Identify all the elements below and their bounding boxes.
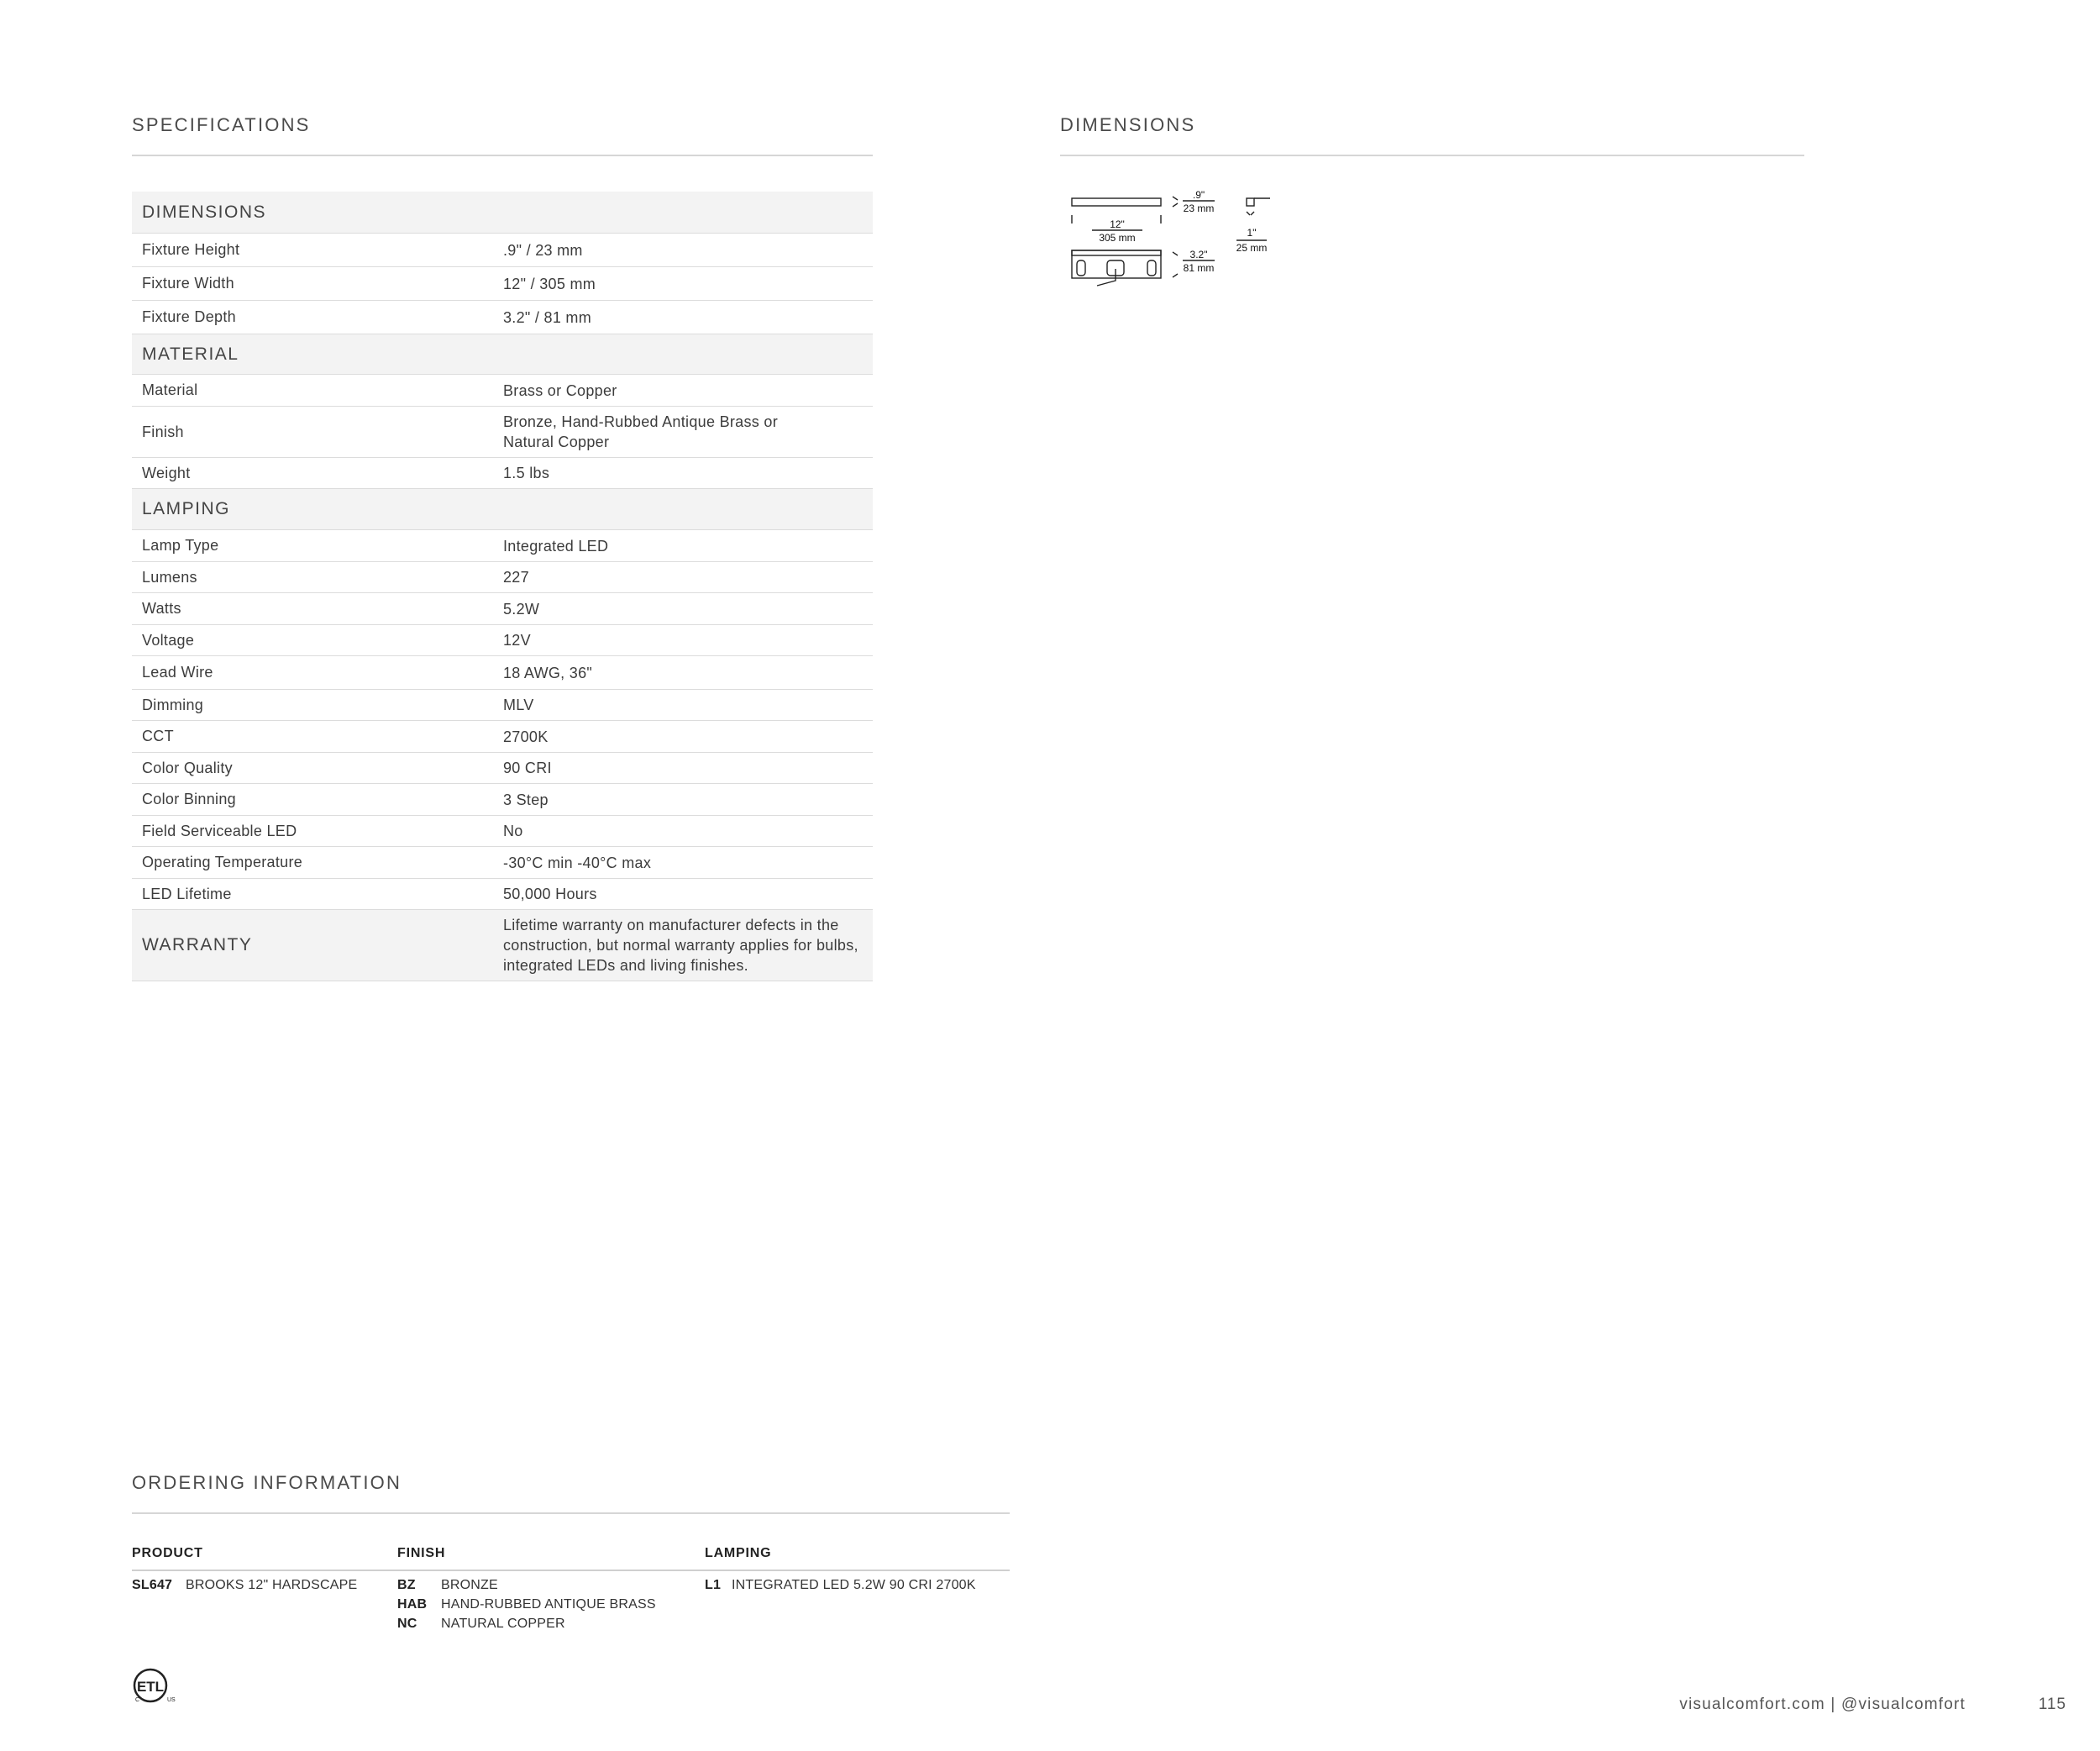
ordering-header-divider bbox=[132, 1570, 1010, 1571]
finish-code: BZ bbox=[397, 1578, 416, 1592]
spec-value: 12" / 305 mm bbox=[503, 275, 596, 292]
spec-row-material bbox=[132, 375, 873, 407]
finish-name: BRONZE bbox=[441, 1578, 498, 1592]
spec-value: 12V bbox=[503, 632, 531, 649]
spec-row-color-quality bbox=[132, 753, 873, 784]
spec-row-finish bbox=[132, 407, 873, 458]
spec-value: 2700K bbox=[503, 728, 549, 745]
spec-value: Brass or Copper bbox=[503, 381, 617, 399]
page-number: 115 bbox=[2038, 1696, 2066, 1713]
ordering-divider bbox=[132, 1512, 1010, 1514]
group-lamping bbox=[132, 489, 873, 530]
spec-label: Finish bbox=[142, 423, 184, 440]
lamping-name: INTEGRATED LED 5.2W 90 CRI 2700K bbox=[732, 1578, 976, 1592]
spec-value: 5.2W bbox=[503, 600, 540, 618]
spec-row-fixture-height bbox=[132, 234, 873, 267]
spec-label: CCT bbox=[142, 728, 174, 744]
specifications-title: SPECIFICATIONS bbox=[132, 114, 311, 135]
finish-code: HAB bbox=[397, 1597, 428, 1612]
height-mm-label: 23 mm bbox=[1183, 202, 1215, 214]
group-label: LAMPING bbox=[142, 499, 231, 518]
spec-value: 1.5 lbs bbox=[503, 465, 550, 481]
width-inches-label: 12" bbox=[1110, 218, 1125, 230]
spec-value: 3 Step bbox=[503, 791, 549, 808]
spec-label: Fixture Height bbox=[142, 241, 240, 258]
depth-mm-label: 81 mm bbox=[1183, 262, 1215, 274]
spec-label: Weight bbox=[142, 464, 191, 481]
spec-label: Operating Temperature bbox=[142, 854, 303, 870]
product-code: SL647 bbox=[132, 1578, 173, 1592]
spec-row-field-serviceable-led bbox=[132, 816, 873, 847]
spec-value: Integrated LED bbox=[503, 537, 609, 555]
spec-row-color-binning bbox=[132, 784, 873, 816]
ordering-header-finish: FINISH bbox=[397, 1546, 446, 1560]
spec-row-weight bbox=[132, 458, 873, 489]
group-warranty bbox=[132, 910, 873, 981]
svg-text:C: C bbox=[135, 1697, 140, 1703]
spec-row-fixture-width bbox=[132, 267, 873, 301]
spec-label: Dimming bbox=[142, 696, 204, 713]
spec-row-cct bbox=[132, 721, 873, 753]
dimension-drawing bbox=[1058, 187, 1285, 292]
ordering-product bbox=[132, 1578, 357, 1593]
spec-label: Lamp Type bbox=[142, 537, 219, 554]
warranty-text: Lifetime warranty on manufacturer defects in the construction, but normal warranty applies for bulbs, integrated LEDs and living finishes. bbox=[503, 917, 858, 974]
group-label: MATERIAL bbox=[142, 344, 239, 364]
finish-name: NATURAL COPPER bbox=[441, 1617, 565, 1631]
spec-label: Color Quality bbox=[142, 759, 233, 776]
side-inches-label: 1" bbox=[1247, 227, 1257, 239]
spec-value: 3.2" / 81 mm bbox=[503, 308, 592, 326]
spec-label: LED Lifetime bbox=[142, 885, 232, 902]
svg-text:US: US bbox=[167, 1697, 176, 1703]
finish-name: HAND-RUBBED ANTIQUE BRASS bbox=[441, 1597, 656, 1612]
ordering-finish-nc bbox=[397, 1617, 565, 1632]
product-name: BROOKS 12" HARDSCAPE bbox=[186, 1578, 358, 1592]
spec-row-lead-wire bbox=[132, 656, 873, 690]
spec-label: Fixture Depth bbox=[142, 308, 236, 325]
width-mm-label: 305 mm bbox=[1099, 232, 1136, 244]
ordering-lamping bbox=[705, 1578, 976, 1593]
spec-row-lamp-type bbox=[132, 530, 873, 562]
spec-value: .9" / 23 mm bbox=[503, 241, 583, 259]
lamping-code: L1 bbox=[705, 1578, 722, 1592]
spec-row-voltage bbox=[132, 625, 873, 656]
spec-row-led-lifetime bbox=[132, 879, 873, 910]
spec-label: Color Binning bbox=[142, 791, 236, 807]
dimensions-title: DIMENSIONS bbox=[1060, 114, 1196, 135]
footer-website: visualcomfort.com | @visualcomfort bbox=[1679, 1696, 1966, 1713]
finish-code: NC bbox=[397, 1617, 417, 1631]
ordering-header-product: PRODUCT bbox=[132, 1546, 203, 1560]
spec-value: MLV bbox=[503, 697, 534, 713]
fixture-dimension-diagram bbox=[1058, 187, 1285, 287]
spec-label: Field Serviceable LED bbox=[142, 822, 297, 839]
spec-value: 18 AWG, 36" bbox=[503, 664, 593, 681]
ordering-finish-hab bbox=[397, 1597, 656, 1612]
spec-label: Voltage bbox=[142, 631, 195, 649]
group-label: WARRANTY bbox=[142, 935, 253, 954]
spec-value: No bbox=[503, 823, 523, 839]
spec-label: Fixture Width bbox=[142, 275, 234, 292]
spec-row-operating-temperature bbox=[132, 847, 873, 879]
specifications-table bbox=[132, 192, 873, 981]
spec-label: Watts bbox=[142, 600, 181, 617]
ordering-finish-bz bbox=[397, 1578, 498, 1593]
group-material bbox=[132, 334, 873, 375]
spec-value: Bronze, Hand-Rubbed Antique Brass or Natural Copper bbox=[503, 413, 778, 450]
spec-row-dimming bbox=[132, 690, 873, 721]
spec-row-watts bbox=[132, 593, 873, 625]
spec-value: -30°C min -40°C max bbox=[503, 854, 652, 871]
spec-label: Lumens bbox=[142, 568, 197, 586]
fixture-top-view bbox=[1072, 198, 1161, 206]
etl-listed-icon bbox=[132, 1667, 179, 1708]
depth-inches-label: 3.2" bbox=[1189, 249, 1208, 260]
group-dimensions bbox=[132, 192, 873, 234]
spec-value: 90 CRI bbox=[503, 760, 552, 776]
height-inches-label: .9" bbox=[1192, 189, 1205, 201]
spec-value: 50,000 Hours bbox=[503, 886, 597, 902]
svg-text:ETL: ETL bbox=[136, 1679, 165, 1695]
ordering-header-lamping: LAMPING bbox=[705, 1546, 772, 1560]
group-label: DIMENSIONS bbox=[142, 202, 267, 222]
side-mm-label: 25 mm bbox=[1236, 242, 1268, 254]
spec-row-lumens bbox=[132, 562, 873, 593]
spec-label: Material bbox=[142, 381, 198, 398]
dimensions-divider bbox=[1060, 155, 1804, 156]
fixture-side-view bbox=[1247, 198, 1254, 206]
specifications-divider bbox=[132, 155, 873, 156]
ordering-title: ORDERING INFORMATION bbox=[132, 1472, 402, 1493]
spec-label: Lead Wire bbox=[142, 664, 213, 681]
spec-value: 227 bbox=[503, 569, 529, 586]
spec-row-fixture-depth bbox=[132, 301, 873, 334]
